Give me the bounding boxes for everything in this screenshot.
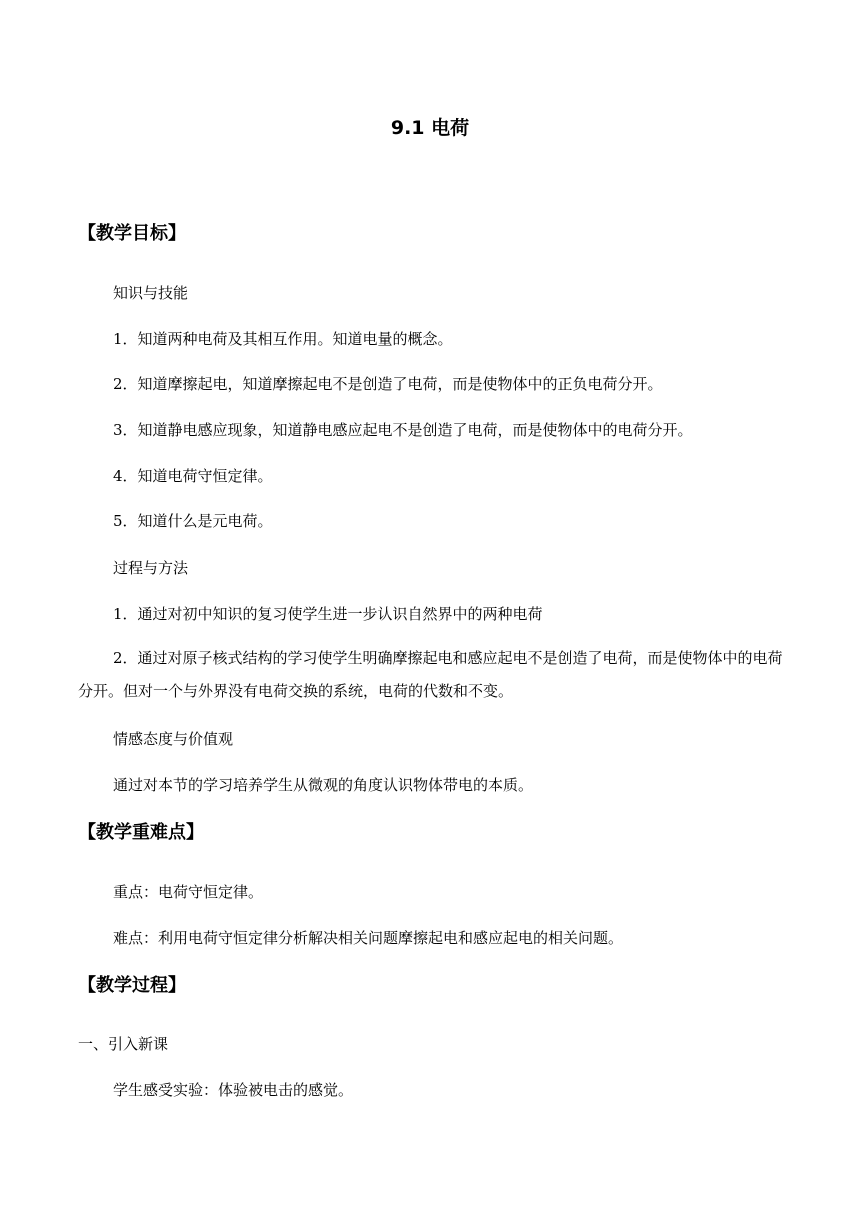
process-item-1: 1．通过对初中知识的复习使学生进一步认识自然界中的两种电荷 <box>113 605 543 623</box>
process-item-2: 2．通过对原子核式结构的学习使学生明确摩擦起电和感应起电不是创造了电荷，而是使物体中的电荷分开。但对一个与外界没有电荷交换的系统，电荷的代数和不变。 <box>78 649 783 700</box>
key-focus: 重点：电荷守恒定律。 <box>113 883 264 901</box>
process-intro-text: 学生感受实验：体验被电击的感觉。 <box>113 1081 354 1099</box>
subheading-knowledge-skills: 知识与技能 <box>113 284 189 302</box>
section-heading-key-points: 【教学重难点】 <box>78 822 204 843</box>
objective-item-5: 5．知道什么是元电荷。 <box>113 512 273 530</box>
objective-item-3: 3．知道静电感应现象，知道静电感应起电不是创造了电荷，而是使物体中的电荷分开。 <box>113 421 693 439</box>
objective-item-2: 2．知道摩擦起电，知道摩擦起电不是创造了电荷，而是使物体中的正负电荷分开。 <box>113 375 663 393</box>
objective-item-4: 4．知道电荷守恒定律。 <box>113 467 273 485</box>
section-heading-process: 【教学过程】 <box>78 975 186 996</box>
document-title: 9.1 电荷 <box>390 117 470 139</box>
subheading-process-methods: 过程与方法 <box>113 559 189 577</box>
emotion-values-text: 通过对本节的学习培养学生从微观的角度认识物体带电的本质。 <box>113 776 534 794</box>
process-subheading-intro: 一、引入新课 <box>78 1035 169 1053</box>
key-difficulty: 难点：利用电荷守恒定律分析解决相关问题摩擦起电和感应起电的相关问题。 <box>113 929 624 947</box>
subheading-emotion-values: 情感态度与价值观 <box>113 730 234 748</box>
section-heading-objectives: 【教学目标】 <box>78 223 186 244</box>
objective-item-1: 1．知道两种电荷及其相互作用。知道电量的概念。 <box>113 330 453 348</box>
